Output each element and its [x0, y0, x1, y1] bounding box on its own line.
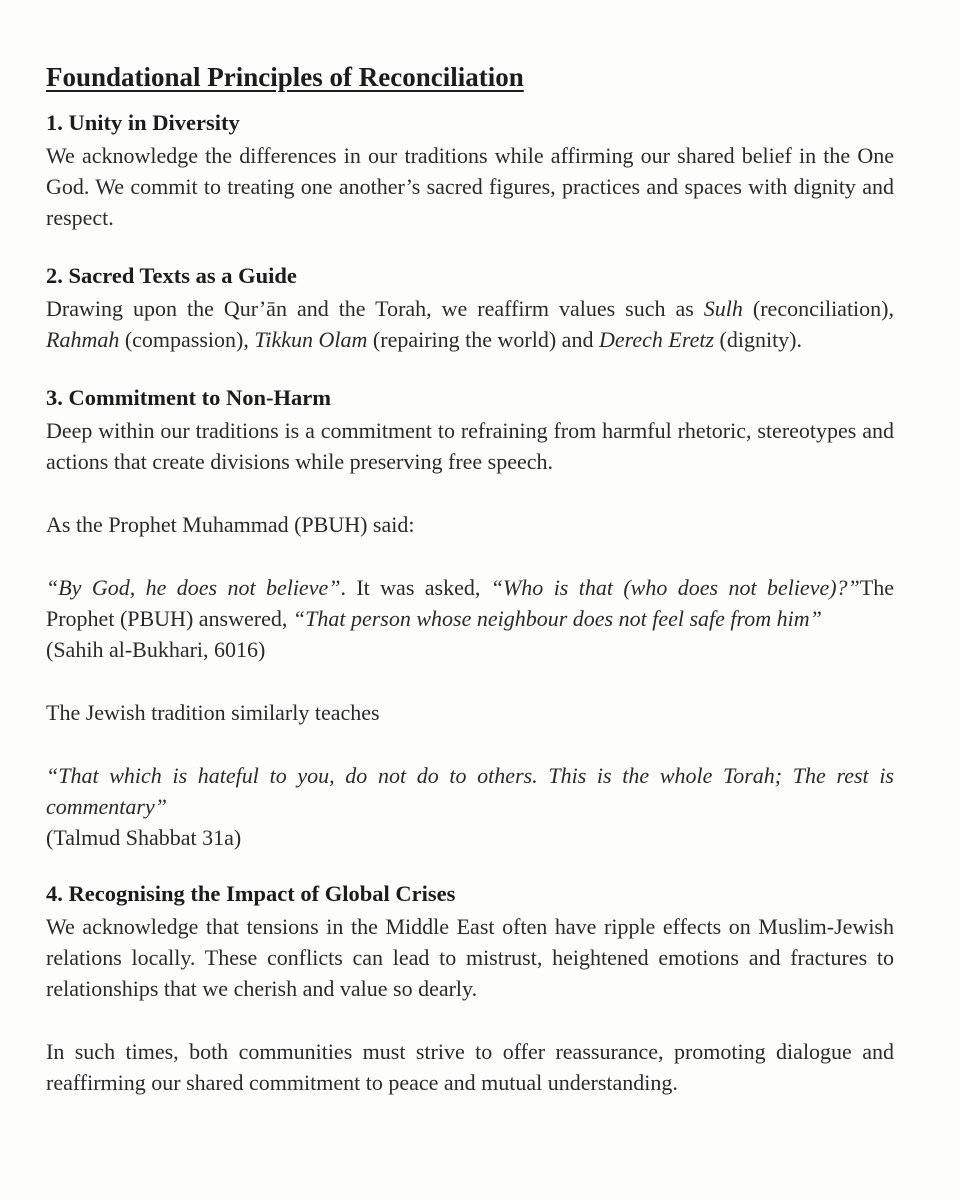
section-body: We acknowledge the differences in our traditions while affirming our shared belief in the One God. We commit to treating one another’s sacred figures, practices and spaces with dignity and respect. — [46, 143, 894, 230]
section-body: Deep within our traditions is a commitment to refraining from harmful rhetoric, stereotypes and actions that create divisions while preserving free speech. — [46, 418, 894, 474]
section-body: We acknowledge that tensions in the Middle East often have ripple effects on Muslim-Jewish relations locally. These conflicts can lead to mistrust, heightened emotions and fractures to relationships that we cherish and value so dearly. — [46, 914, 894, 1001]
body-text: . It was asked, — [340, 575, 491, 600]
section-body-2: In such times, both communities must strive to offer reassurance, promoting dialogue and reaffirming our shared commitment to peace and mutual understanding. — [46, 1039, 894, 1095]
prophet-intro: As the Prophet Muhammad (PBUH) said: — [46, 512, 415, 537]
body-text: Drawing upon the Qur’ān and the Torah, we reaffirm values such as — [46, 296, 704, 321]
document-title: Foundational Principles of Reconciliation — [46, 62, 524, 92]
hadith-citation: (Sahih al-Bukhari, 6016) — [46, 637, 266, 662]
body-text: The Prophet (PBUH) answered, — [46, 575, 894, 631]
body-text: (dignity). — [714, 327, 803, 352]
body-text: (repairing the world) and — [367, 327, 599, 352]
section-non-harm — [46, 385, 894, 853]
jewish-intro: The Jewish tradition similarly teaches — [46, 700, 380, 725]
term-tikkun-olam: Tikkun Olam — [254, 327, 368, 352]
section-unity-in-diversity — [46, 110, 894, 233]
quote-text: “Who is that (who does not believe)?” — [490, 575, 860, 600]
quote-text: “That person whose neighbour does not feel safe from him” — [292, 606, 822, 631]
body-text: (reconciliation), — [742, 296, 894, 321]
section-heading: 2. Sacred Texts as a Guide — [46, 263, 297, 288]
term-sulh: Sulh — [703, 296, 743, 321]
section-global-crises — [46, 881, 894, 1098]
term-rahmah: Rahmah — [46, 327, 120, 352]
term-derech-eretz: Derech Eretz — [598, 327, 715, 352]
section-sacred-texts — [46, 263, 894, 355]
section-body — [46, 293, 894, 355]
talmud-citation: (Talmud Shabbat 31a) — [46, 825, 242, 850]
talmud-quote — [46, 760, 894, 822]
section-heading: 4. Recognising the Impact of Global Crises — [46, 881, 456, 906]
hadith-quote — [46, 572, 894, 634]
quote-text: “That which is hateful to you, do not do to others. This is the whole Torah; The rest is commentary” — [46, 763, 894, 819]
section-heading: 1. Unity in Diversity — [46, 110, 240, 135]
quote-text: “By God, he does not believe” — [46, 575, 341, 600]
section-heading: 3. Commitment to Non-Harm — [46, 385, 331, 410]
body-text: (compassion), — [119, 327, 255, 352]
